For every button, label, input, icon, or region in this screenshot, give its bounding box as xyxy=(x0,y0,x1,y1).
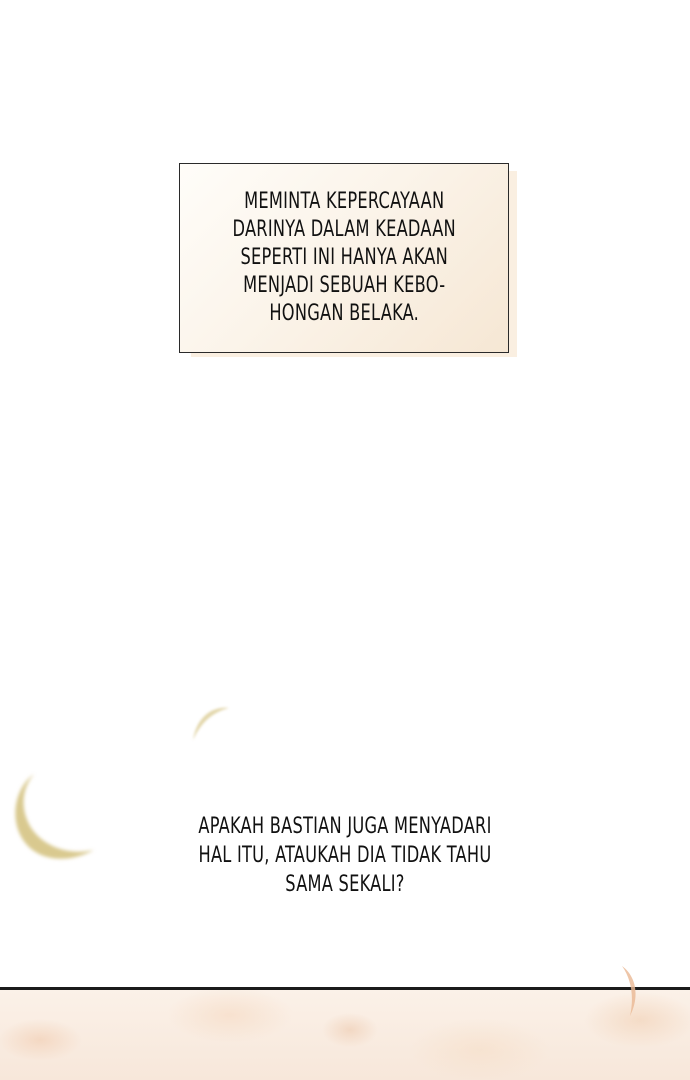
caption-text: APAKAH BASTIAN JUGA MENYADARI HAL ITU, ATAUKAH DIA TIDAK TAHU SAMA SEKALI? xyxy=(198,814,492,897)
crescent-moon-fragment-icon xyxy=(612,962,648,1022)
next-panel-strip xyxy=(0,987,690,1080)
narration-box xyxy=(179,163,509,353)
narration-text: MEMINTA KEPERCAYAAN DARINYA DALAM KEADAAN SEPERTI INI HANYA AKAN MENJADI SEBUAH KEBO- HONGAN BELAKA. xyxy=(232,189,456,326)
crescent-moon-icon xyxy=(2,768,102,868)
small-crescent-moon-icon xyxy=(185,702,235,746)
